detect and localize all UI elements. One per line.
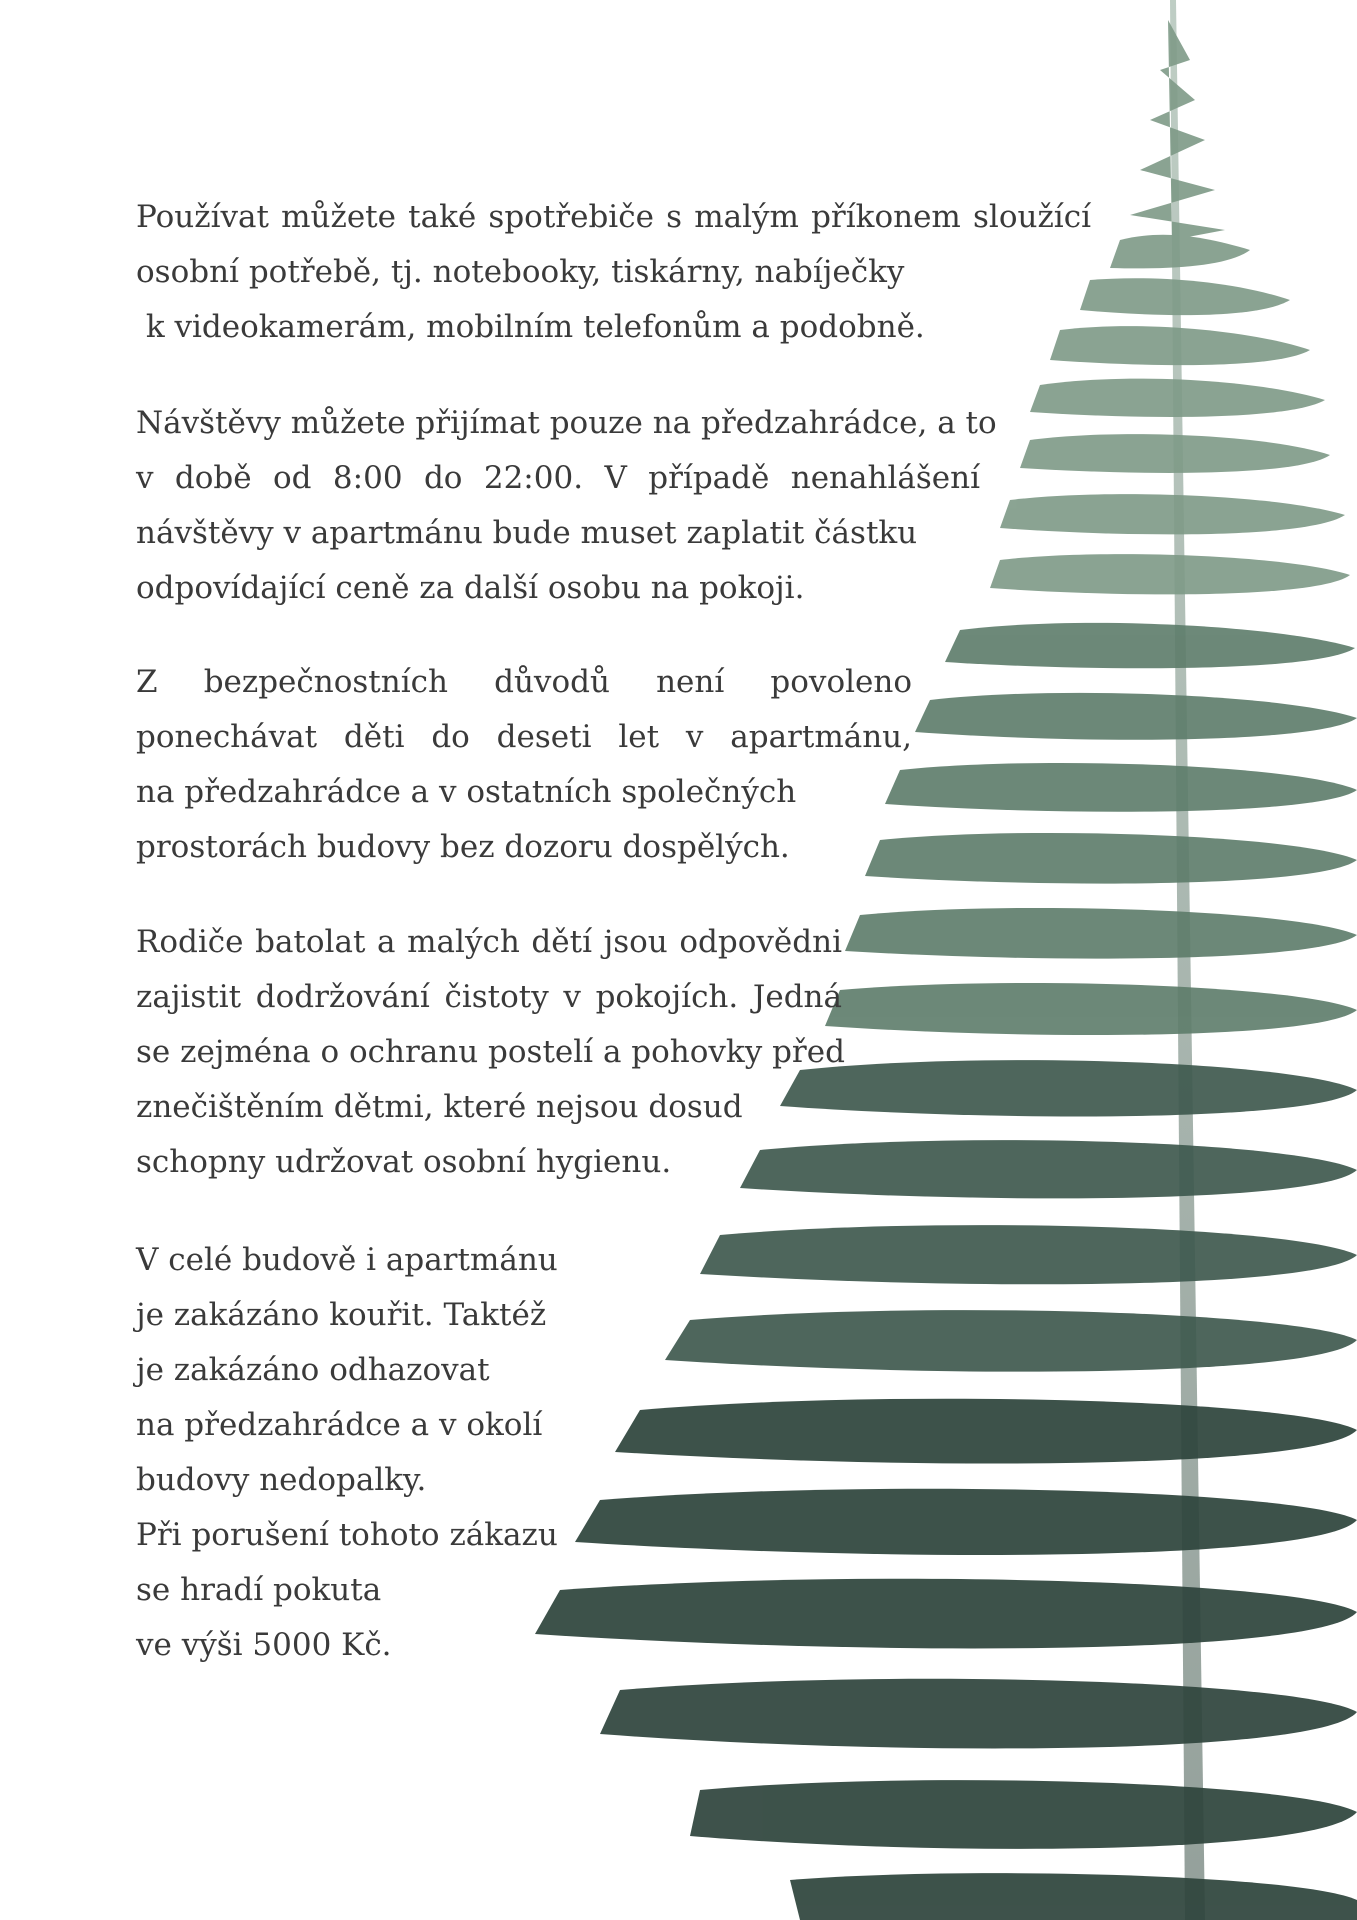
text-line: Při porušení tohoto zákazu xyxy=(136,1517,558,1553)
text-line: je zakázáno kouřit. Taktéž xyxy=(136,1297,547,1333)
paragraph-appliances xyxy=(136,190,1091,355)
text-line: prostorách budovy bez dozoru dospělých. xyxy=(136,829,790,865)
text-line: schopny udržovat osobní hygienu. xyxy=(136,1144,672,1180)
paragraph-cleanliness xyxy=(136,915,845,1190)
text-line: odpovídající ceně za další osobu na pokoji. xyxy=(136,570,805,606)
text-line: v době od 8:00 do 22:00. V případě nenahlášení xyxy=(136,460,980,496)
text-line: se hradí pokuta xyxy=(136,1572,382,1608)
text-line: se zejména o ochranu postelí a pohovky před xyxy=(136,1034,845,1070)
text-line: Rodiče batolat a malých dětí jsou odpovědni xyxy=(136,924,842,960)
text-line: ponechávat děti do deseti let v apartmánu, xyxy=(136,719,912,755)
paragraph-visits xyxy=(136,396,997,616)
text-line: ve výši 5000 Kč. xyxy=(136,1627,392,1663)
text-line: V celé budově i apartmánu xyxy=(136,1242,558,1278)
text-line: Používat můžete také spotřebiče s malým příkonem sloužící xyxy=(136,199,1091,235)
text-line: je zakázáno odhazovat xyxy=(136,1352,490,1388)
text-line: na předzahrádce a v okolí xyxy=(136,1407,543,1443)
text-line: budovy nedopalky. xyxy=(136,1462,427,1498)
text-line: osobní potřebě, tj. notebooky, tiskárny, nabíječky xyxy=(136,254,905,290)
text-line: návštěvy v apartmánu bude muset zaplatit částku xyxy=(136,515,918,551)
paragraph-smoking xyxy=(136,1233,596,1673)
text-line: k videokamerám, mobilním telefonům a podobně. xyxy=(136,309,925,345)
text-line: na předzahrádce a v ostatních společných xyxy=(136,774,797,810)
text-line: Návštěvy můžete přijímat pouze na předzahrádce, a to xyxy=(136,405,997,441)
text-line: zajistit dodržování čistoty v pokojích. Jedná xyxy=(136,979,842,1015)
text-line: znečištěním dětmi, které nejsou dosud xyxy=(136,1089,743,1125)
paragraph-children-safety xyxy=(136,655,912,875)
text-line: Z bezpečnostních důvodů není povoleno xyxy=(136,664,912,700)
